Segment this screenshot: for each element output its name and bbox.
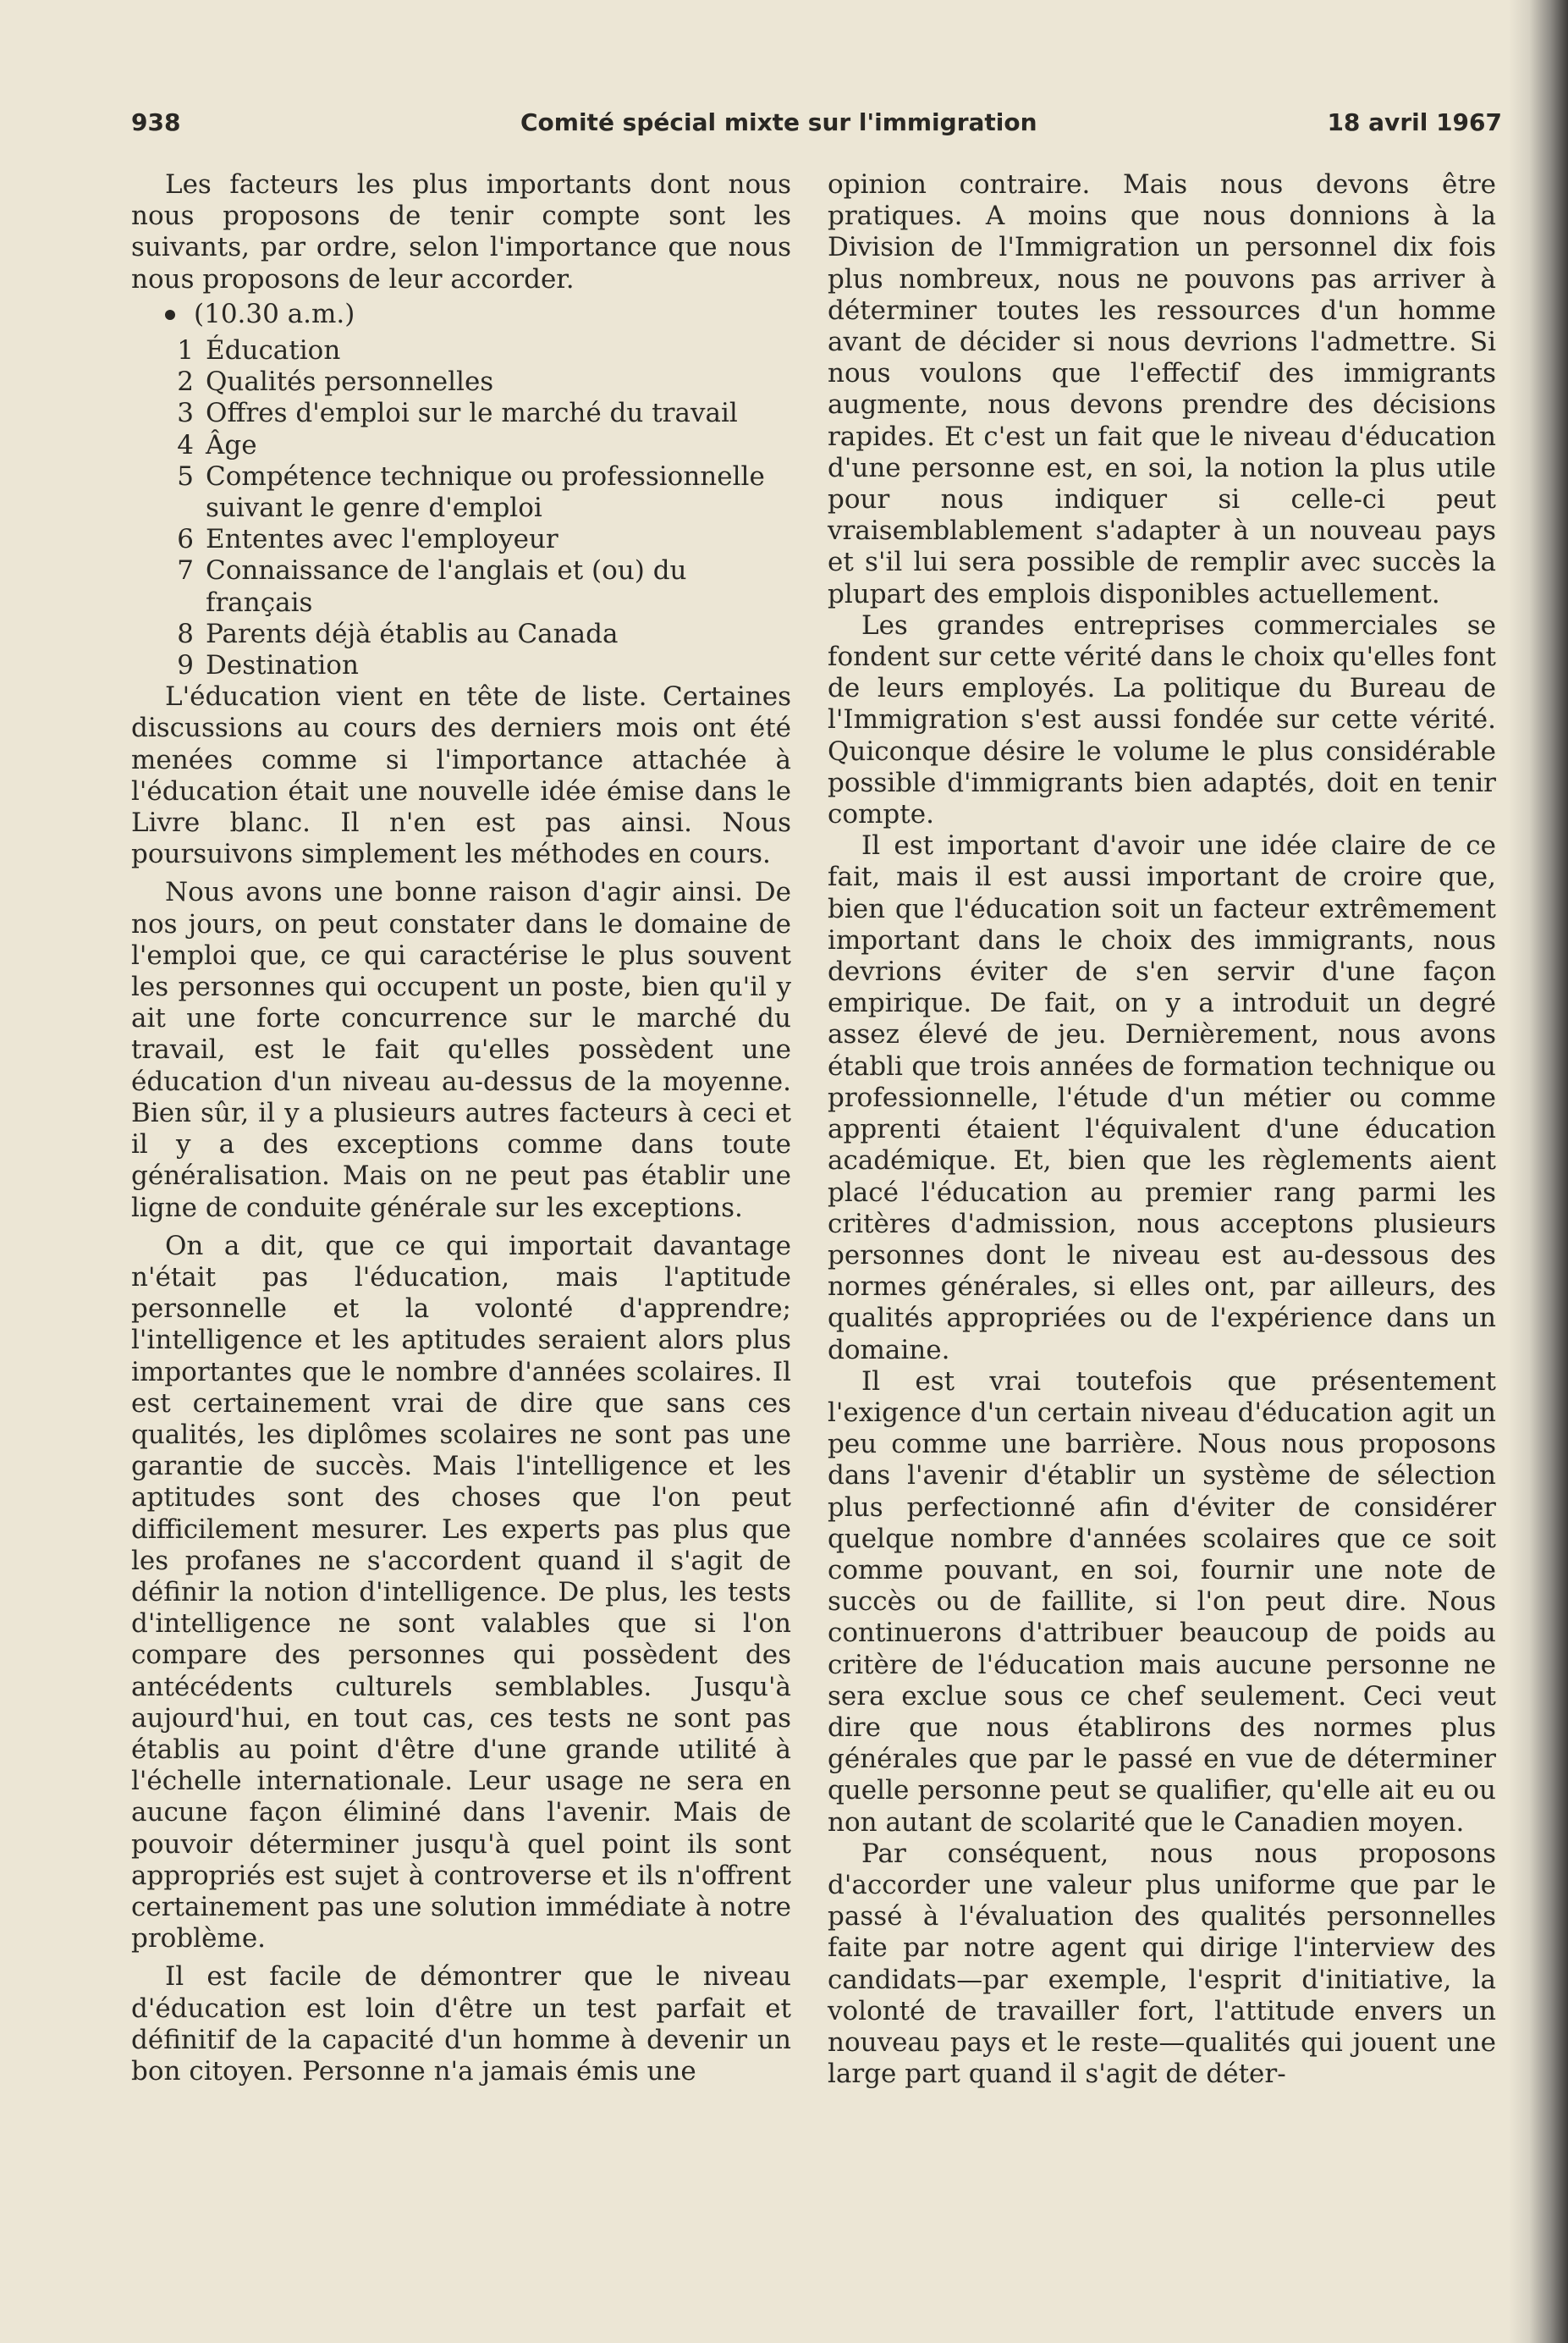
list-item-number: 4 <box>177 429 194 460</box>
paragraph: Les grandes entreprises commerciales se fondent sur cette vérité dans le choix qu'elles font de leurs employés. La politique du Bureau de l'Immigration s'est aussi fondée sur cette vérité. Quiconque désire le volume le plus considérable possible d'immigrants bien adaptés, doit en tenir compte. <box>828 609 1496 830</box>
list-item <box>131 650 791 681</box>
paragraph: Il est vrai toutefois que présentement l'exigence d'un certain niveau d'éducation agit un peu comme une barrière. Nous nous proposons dans l'avenir d'établir un système de sélection plus perfectionné afin d'éviter de considérer quelque nombre d'années scolaires que ce soit comme pouvant, en soi, fournir une note de succès ou de faillite, si l'on peut dire. Nous continuerons d'attribuer beaucoup de poids au critère de l'éducation mais aucune personne ne sera exclue sous ce chef seulement. Ceci veut dire que nous établirons des normes plus générales que par le passé en vue de déterminer quelle personne peut se qualifier, qu'elle ait eu ou non autant de scolarité que le Canadien moyen. <box>828 1365 1496 1838</box>
list-item-text: Ententes avec l'employeur <box>206 524 558 555</box>
list-item-number: 6 <box>177 524 194 555</box>
list-item <box>131 524 791 555</box>
list-item-text: Parents déjà établis au Canada <box>206 618 619 649</box>
list-item <box>131 461 791 524</box>
list-item-number: 3 <box>177 398 194 429</box>
time-label: (10.30 a.m.) <box>194 298 355 329</box>
criteria-list <box>131 335 791 681</box>
left-column <box>131 169 791 2087</box>
list-item-text: Éducation <box>206 335 341 367</box>
paragraph: Nous avons une bonne raison d'agir ainsi. De nos jours, on peut constater dans le domaine de l'emploi que, ce qui caractérise le plus souvent les personnes qui occupent un poste, bien qu'il y ait une forte concurrence sur le marché du travail, est le fait qu'elles possèdent une éducation d'un niveau au-dessus de la moyenne. Bien sûr, il y a plusieurs autres facteurs à ceci et il y a des exceptions comme dans toute généralisation. Mais on ne peut pas établir une ligne de conduite générale sur les exceptions. <box>131 877 791 1223</box>
right-column <box>828 169 1496 2090</box>
paragraph: opinion contraire. Mais nous devons être pratiques. A moins que nous donnions à la Division de l'Immigration un personnel dix fois plus nombreux, nous ne pouvons pas arriver à déterminer toutes les ressources d'un homme avant de décider si nous devrions l'admettre. Si nous voulons que l'effectif des immigrants augmente, nous devons prendre des décisions rapides. Et c'est un fait que le niveau d'éducation d'une personne est, en soi, la notion la plus utile pour nous indiquer si celle-ci peut vraisemblablement s'adapter à un nouveau pays et s'il lui sera possible de remplir avec succès la plupart des emplois disponibles actuellement. <box>828 169 1496 609</box>
paragraph-intro: Les facteurs les plus importants dont nous nous proposons de tenir compte sont les suivants, par ordre, selon l'importance que nous nous proposons de leur accorder. <box>131 169 791 295</box>
time-marker <box>131 299 791 330</box>
list-item <box>131 367 791 398</box>
paragraph: Il est facile de démontrer que le niveau d'éducation est loin d'être un test parfait et définitif de la capacité d'un homme à devenir un bon citoyen. Personne n'a jamais émis une <box>131 1961 791 2087</box>
list-item-text: Âge <box>206 429 257 460</box>
list-item-text: Qualités personnelles <box>206 367 494 398</box>
list-item <box>131 619 791 650</box>
paragraph: L'éducation vient en tête de liste. Certaines discussions au cours des derniers mois ont été menées comme si l'importance attachée à l'éducation était une nouvelle idée émise dans le Livre blanc. Il n'en est pas ainsi. Nous poursuivons simplement les méthodes en cours. <box>131 681 791 870</box>
header-date: 18 avril 1967 <box>1327 108 1502 136</box>
header-title: Comité spécial mixte sur l'immigration <box>520 108 1037 136</box>
list-item-text: Destination <box>206 650 359 681</box>
list-item-number: 5 <box>177 460 194 492</box>
list-item <box>131 398 791 429</box>
list-item-number: 7 <box>177 555 194 587</box>
list-item <box>131 335 791 367</box>
page-number: 938 <box>131 108 181 136</box>
list-item-text: Offres d'emploi sur le marché du travail <box>206 398 738 429</box>
list-item <box>131 555 791 618</box>
paragraph: On a dit, que ce qui importait davantage n'était pas l'éducation, mais l'aptitude personnelle et la volonté d'apprendre; l'intelligence et les aptitudes seraient alors plus importantes que le nombre d'années scolaires. Il est certainement vrai de dire que sans ces qualités, les diplômes scolaires ne sont pas une garantie de succès. Mais l'intelligence et les aptitudes sont des choses que l'on peut difficilement mesurer. Les experts pas plus que les profanes ne s'accordent quand il s'agit de définir la notion d'intelligence. De plus, les tests d'intelligence ne sont valables que si l'on compare des personnes qui possèdent des antécédents culturels semblables. Jusqu'à aujourd'hui, en tout cas, ces tests ne sont pas établis au point d'être d'une grande utilité à l'échelle internationale. Leur usage ne sera en aucune façon éliminé dans l'avenir. Mais de pouvoir déterminer jusqu'à quel point ils sont appropriés est sujet à controverse et ils n'offrent certainement pas une solution immédiate à notre problème. <box>131 1230 791 1954</box>
list-item-number: 8 <box>177 618 194 649</box>
running-header <box>131 108 1502 146</box>
list-item-text: Compétence technique ou professionnelle suivant le genre d'emploi <box>206 460 765 524</box>
paragraph: Il est important d'avoir une idée claire de ce fait, mais il est aussi important de croire que, bien que l'éducation soit un facteur extrêmement important dans le choix des immigrants, nous devrions éviter de s'en servir d'une façon empirique. De fait, on y a introduit un degré assez élevé de jeu. Dernièrement, nous avons établi que trois années de formation technique ou professionnelle, l'étude d'un métier ou comme apprenti étaient l'équivalent d'une éducation académique. Et, bien que les règlements aient placé l'éducation au premier rang parmi les critères d'admission, nous acceptons plusieurs personnes dont le niveau est au-dessous des normes générales, si elles ont, par ailleurs, des qualités appropriées ou de l'expérience dans un domaine. <box>828 830 1496 1365</box>
paragraph: Par conséquent, nous nous proposons d'accorder une valeur plus uniforme que par le passé à l'évaluation des qualités personnelles faite par notre agent qui dirige l'interview des candidats—par exemple, l'esprit d'initiative, la volonté de travailler fort, l'attitude envers un nouveau pays et le reste—qualités qui jouent une large part quand il s'agit de déter- <box>828 1838 1496 2090</box>
list-item-number: 2 <box>177 367 194 398</box>
list-item <box>131 430 791 461</box>
list-item-number: 1 <box>177 335 194 367</box>
page-edge-shadow <box>1509 0 1568 2343</box>
list-item-number: 9 <box>177 650 194 681</box>
list-item-text: Connaissance de l'anglais et (ou) du français <box>206 555 687 618</box>
bullet-icon <box>165 310 175 320</box>
